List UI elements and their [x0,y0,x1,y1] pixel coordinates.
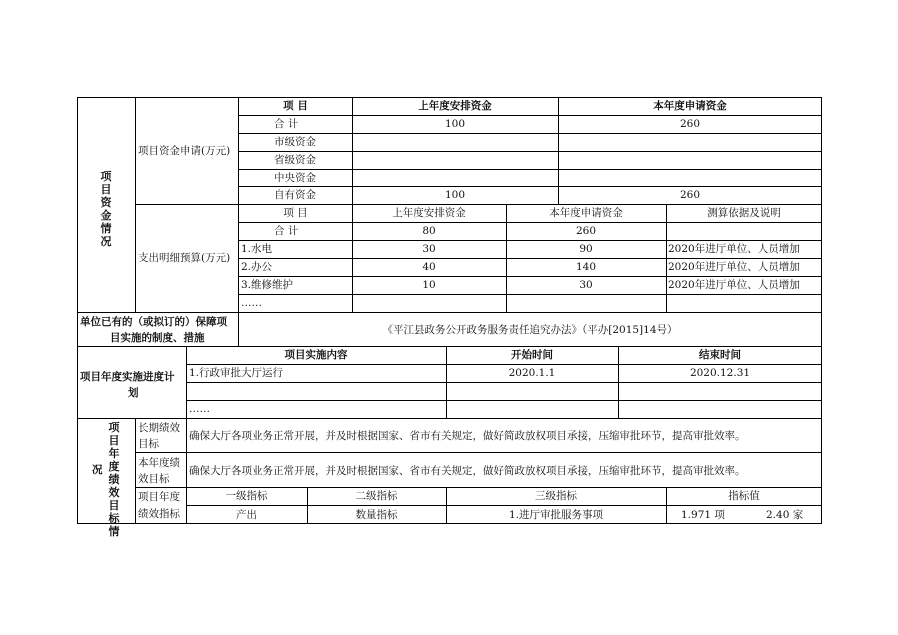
detail-row-this: 30 [579,279,593,291]
detail-row-last: 30 [422,243,436,255]
rule [135,418,136,523]
rule [77,523,822,524]
year-target-label: 本年度绩 [138,457,180,469]
indicator-level3: 1.进厅审批服务事项 [508,509,604,521]
rule [238,222,822,223]
detail-row-name: 2.办公 [241,261,273,273]
plan-row-content: 1.行政审批大厅运行 [189,367,284,379]
funds-section-label: 项目资金情况 [100,170,112,248]
funds-apply-label: 项目资金申请(万元) [138,145,231,157]
indicator-header-l3: 三级指标 [535,490,577,502]
rule [821,97,822,524]
year-target-value: 确保大厅各项业务正常开展，并及时根据国家、省市有关规定，做好简政放权项目承接，压缩审批环节，提高审批效率。 [189,465,746,477]
apply-row-name: 合 计 [274,118,299,130]
detail-row-last: 40 [422,261,436,273]
indicator-level1: 产出 [236,509,257,521]
detail-row-name: 3.维修维护 [241,279,294,291]
apply-row-this: 260 [679,189,701,201]
apply-row-last: 100 [444,189,466,201]
apply-row-name: 自有资金 [274,189,316,201]
indicator-header-l1: 一级指标 [225,490,268,502]
apply-row-last: 100 [444,118,466,130]
rule [135,487,822,488]
detail-row-name: 1.水电 [241,243,273,255]
rule [238,115,822,116]
detail-row-this: 260 [575,225,597,237]
apply-row-name: 中央资金 [274,172,316,184]
rule [186,505,822,506]
rule [238,97,239,346]
indicator-label: 绩效指标 [138,508,180,520]
detail-row-note: 2020年进厅单位、人员增加 [668,279,800,291]
rule [77,97,78,524]
rule [77,418,822,419]
detail-header-item: 项 目 [283,207,308,219]
rule [186,364,822,365]
long-target-label: 目标 [138,438,159,450]
funds-detail-label: 支出明细预算(万元) [138,252,231,264]
rule [666,204,667,312]
year-target-label: 效目标 [138,473,170,485]
system-label: 单位已有的（或拟订的）保障项 [80,316,227,328]
plan-label: 项目年度实施进度计 [80,371,175,383]
detail-row-name: 合 计 [274,225,299,237]
rule [238,186,822,187]
rule [238,276,822,277]
plan-header-end: 结束时间 [699,349,741,361]
rule [186,400,822,401]
rule [238,133,822,134]
performance-label-tail: 况 [92,464,103,476]
rule [77,346,822,347]
long-target-label: 长期绩效 [138,422,180,434]
detail-header-this: 本年度申请资金 [549,207,623,219]
apply-header-this: 本年度申请资金 [653,100,727,112]
detail-row-this: 90 [579,243,593,255]
rule [186,382,822,383]
detail-row-note: 2020年进厅单位、人员增加 [668,261,800,273]
detail-row-last: 80 [422,225,436,237]
apply-header-last: 上年度安排资金 [418,100,492,112]
long-target-value: 确保大厅各项业务正常开展，并及时根据国家、省市有关规定，做好简政放权项目承接，压缩审批环节，提高审批效率。 [189,430,746,442]
plan-row-end: 2020.12.31 [689,367,751,379]
detail-row-name: …… [241,297,262,309]
plan-header-content: 项目实施内容 [284,349,348,361]
rule [77,312,822,313]
indicator-header-l2: 二级指标 [355,490,398,502]
system-value: 《平江县政务公开政务服务责任追究办法》（平办[2015]14号） [382,324,678,336]
rule [238,294,822,295]
apply-row-name: 省级资金 [274,154,316,166]
detail-row-note: 2020年进厅单位、人员增加 [668,243,800,255]
rule [238,258,822,259]
rule [135,97,136,312]
indicator-header-value: 指标值 [728,490,760,502]
rule [238,240,822,241]
indicator-level2: 数量指标 [355,509,398,521]
performance-label: 项目年度绩效目标情 [108,421,120,538]
rule [506,204,507,312]
plan-row-start: 2020.1.1 [508,367,556,379]
detail-header-last: 上年度安排资金 [392,207,466,219]
detail-header-note: 测算依据及说明 [707,207,781,219]
indicator-label: 项目年度 [138,491,180,503]
detail-row-this: 140 [575,261,597,273]
detail-row-last: 10 [422,279,436,291]
apply-row-this: 260 [679,118,701,130]
plan-label: 划 [128,387,139,399]
rule [77,97,822,98]
rule [238,169,822,170]
apply-row-name: 市级资金 [274,136,316,148]
plan-row-content: …… [189,403,210,415]
system-label: 目实施的制度、措施 [110,332,205,344]
plan-header-start: 开始时间 [511,349,553,361]
rule [238,151,822,152]
apply-header-item: 项 目 [283,100,308,112]
rule [135,452,822,453]
indicator-value-2: 2.40 家 [766,509,804,521]
indicator-value-1: 1.971 项 [681,509,725,521]
